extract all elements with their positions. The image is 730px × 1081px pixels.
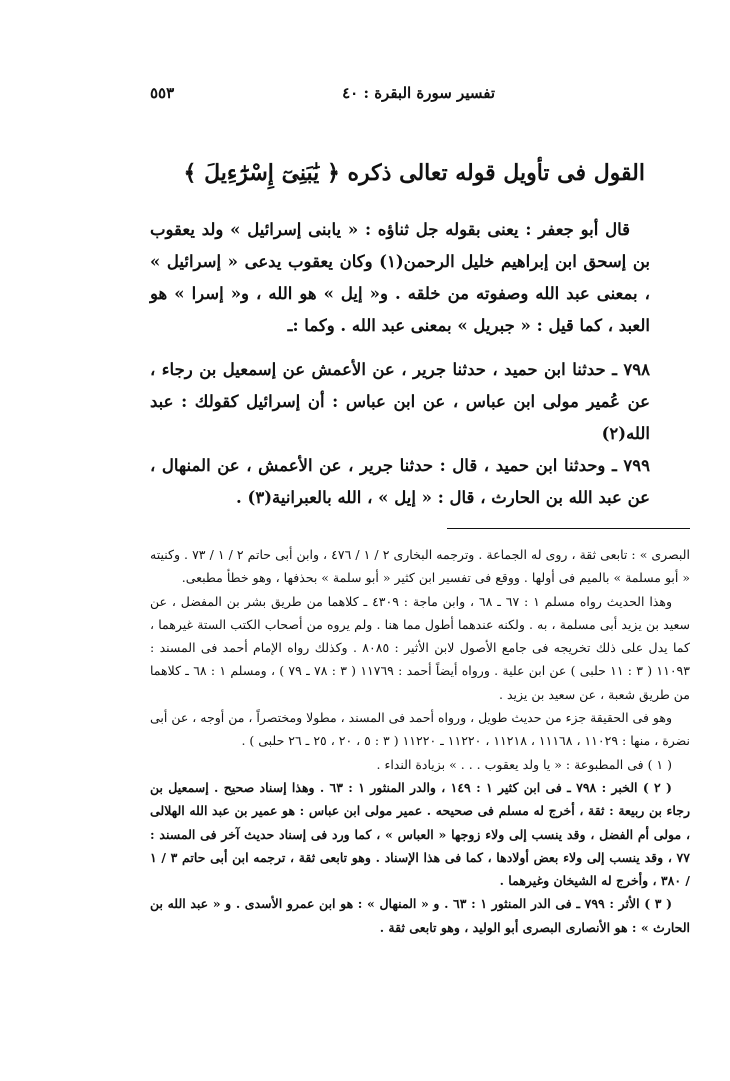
main-text bbox=[150, 214, 650, 514]
paragraph-narration-799: ٧٩٩ ـ وحدثنا ابن حميد ، قال : حدثنا جرير ، عن الأعمش ، عن المنهال ، عن عبد الله بن الحارث ، قال : « إيل » ، الله بالعبرانية(٣) . bbox=[150, 456, 650, 507]
page-header bbox=[150, 84, 650, 108]
page-number: ٥٥٣ bbox=[150, 84, 175, 102]
paragraph-intro: قال أبو جعفر : يعنى بقوله جل ثناؤه : « يابنى إسرائيل » ولد يعقوب بن إسحق ابن إبراهيم خليل الرحمن(١) وكان يعقوب يدعى « إسرائيل » ، بمعنى عبد الله وصفوته من خلقه . و« إيل » هو الله ، و« إسرا » هو العبد ، كما قيل : « جبريل » بمعنى عبد الله . وكما :ـ bbox=[150, 220, 650, 335]
footnote-divider bbox=[447, 528, 690, 529]
paragraph-narration-798: ٧٩٨ ـ حدثنا ابن حميد ، حدثنا جرير ، عن الأعمش عن إسمعيل بن رجاء ، عن عُمير مولى ابن عباس ، عن ابن عباس : أن إسرائيل كقولك : عبد الله(٢) bbox=[150, 360, 650, 443]
footnote-hadith-long: وهو فى الحقيقة جزء من حديث طويل ، ورواه أحمد فى المسند ، مطولا ومختصراً ، من أوجه ، عن أبى نضرة ، منها : ١١٠٢٩ ، ١١١٦٨ ، ١١٢١٨ ، ١١٢٢٠ ـ ١١٢٢٠ ( ٣ : ٥ ، ٢٠ ، ٢٥ ـ ٢٦ حلبى ) . bbox=[150, 710, 690, 749]
footnote-3: ( ٣ ) الأثر : ٧٩٩ ـ فى الدر المنثور ١ : ٦٣ . و « المنهال » : هو ابن عمرو الأسدى . و « عبد الله بن الحارث » : هو الأنصارى البصرى أبو الوليد ، وهو تابعى ثقة . bbox=[150, 896, 690, 935]
running-title: تفسير سورة البقرة : ٤٠ bbox=[342, 84, 495, 102]
footnote-2: ( ٢ ) الخبر : ٧٩٨ ـ فى ابن كثير ١ : ١٤٩ ، والدر المنثور ١ : ٦٣ . وهذا إسناد صحيح . إسمعيل بن رجاء بن ربيعة : ثقة ، أخرج له مسلم فى صحيحه . عمير مولى ابن عباس : هو عمير بن عبد الله الهلالى ، مولى أم الفضل ، وقد ينسب إلى ولاء زوجها « العباس » ، كما ورد فى إسناد حديث آخر فى المسند : ٧٧ ، وقد ينسب إلى ولاء بعض أولادها ، كما فى هذا الإسناد . وهو تابعى ثقة ، ترجمه ابن أبى حاتم ٣ / ١ / ٣٨٠ ، وأخرج له الشيخان وغيرهما . bbox=[150, 779, 690, 889]
footnote-1: ( ١ ) فى المطبوعة : « يا ولد يعقوب . . . » بزيادة النداء . bbox=[376, 756, 672, 772]
section-heading: القول فى تأويل قوله تعالى ذكره ﴿ يَٰبَنِىٓ إِسْرَٰٓءِيلَ ﴾ bbox=[183, 160, 645, 186]
footnotes bbox=[150, 543, 690, 939]
footnote-hadith-sources: وهذا الحديث رواه مسلم ١ : ٦٧ ـ ٦٨ ، وابن ماجة : ٤٣٠٩ ـ كلاهما من طريق بشر بن المفضل ، عن سعيد بن يزيد أبى مسلمة ، به . ولكنه عندهما أطول مما هنا . ولم يروه من أصحاب الكتب الستة غيرهما ، كما يدل على ذلك تخريجه فى جامع الأصول لابن الأثير : ٨٠٨٥ . وكذلك رواه الإمام أحمد فى المسند : ١١٠٩٣ ( ٣ : ١١ حلبى ) عن ابن علية . ورواه أيضاً أحمد : ١١٧٦٩ ( ٣ : ٧٨ ـ ٧٩ ) ، ومسلم ١ : ٦٨ ـ كلاهما من طريق شعبة ، عن سعيد بن يزيد . bbox=[150, 593, 690, 702]
footnote-continuation: البصرى » : تابعى ثقة ، روى له الجماعة . وترجمه البخارى ٢ / ١ / ٤٧٦ ، وابن أبى حاتم ٢ / ١ / ٧٣ . وكنيته « أبو مسلمة » بالميم فى أولها . ووقع فى تفسير ابن كثير « أبو سلمة » بحذفها ، وهو خطأ مطبعى. bbox=[150, 547, 690, 586]
